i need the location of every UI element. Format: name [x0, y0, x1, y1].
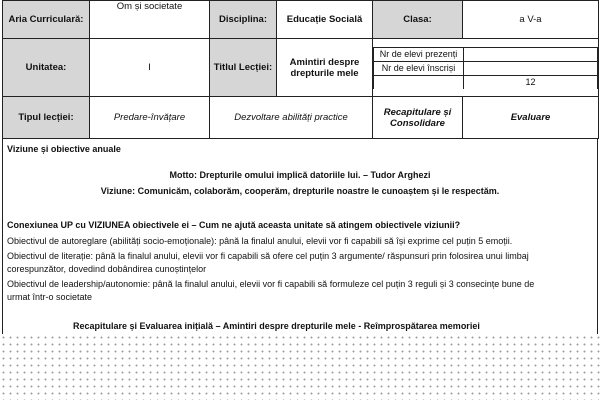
clasa-value: a V-a — [463, 1, 599, 39]
elevi-cell — [373, 39, 599, 97]
elevi-prezenti-label: Nr de elevi prezenți — [374, 47, 464, 61]
elevi-prezenti-value — [464, 47, 598, 61]
elevi-inscrisi-value: 12 — [464, 75, 598, 89]
elevi-inscrisi-blank — [464, 61, 598, 75]
recapitulare-title: Recapitulare și Evaluarea inițială – Amintiri despre drepturile mele - Reîmprospătarea memoriei — [73, 321, 480, 331]
objective-autoreglare: Obiectivul de autoreglare (abilități socio-emoționale): până la finalul anului, elevii vor fi capabili să își exprime cel puțin 5 emoții. — [7, 236, 513, 246]
clasa-label: Clasa: — [373, 1, 463, 39]
aria-curriculara-label: Aria Curriculară: — [3, 1, 90, 39]
tip-dezvoltare-abilitati: Dezvoltare abilități practice — [210, 97, 373, 139]
unitatea-value: I — [90, 39, 210, 97]
viziune-heading: Viziune și obiective anuale — [7, 144, 121, 154]
tip-evaluare: Evaluare — [463, 97, 599, 139]
elevi-blank-left — [374, 75, 464, 89]
header-table — [2, 0, 599, 139]
elevi-table — [373, 47, 598, 89]
vision-section — [2, 138, 598, 339]
viziune-line: Viziune: Comunicăm, colaborăm, cooperăm, drepturile noastre le cunoaștem și le respectăm. — [100, 186, 500, 196]
unitatea-label: Unitatea: — [3, 39, 90, 97]
tip-recapitulare: Recapitulare și Consolidare — [373, 97, 463, 139]
tipul-lectiei-label: Tipul lecției: — [3, 97, 90, 139]
conexiunea-heading: Conexiunea UP cu VIZIUNEA obiectivele ei – Cum ne ajută aceasta unitate să atingem obiectivele viziunii? — [7, 220, 461, 230]
tip-predare-invatare: Predare-învățare — [90, 97, 210, 139]
titlul-lectiei-label: Titlul Lecției: — [210, 39, 277, 97]
titlul-lectiei-value: Amintiri despre drepturile mele — [277, 39, 373, 97]
objective-leadership-1: Obiectivul de leadership/autonomie: până la finalul anului, elevii vor fi capabili să formuleze cel puțin 3 reguli și 3 consecințe bune de — [7, 279, 535, 289]
disciplina-value: Educație Socială — [277, 1, 373, 39]
objective-literatie-2: corespunzător, dovedind dobândirea cunoștințelor — [7, 264, 207, 274]
objective-leadership-2: urmat într-o societate — [7, 292, 93, 302]
objective-literatie-1: Obiectivul de literație: până la finalul anului, elevii vor fi capabili să ofere cel puțin 3 argumente/ răspunsuri prin folosirea unui limbaj — [7, 251, 529, 261]
elevi-inscrisi-label: Nr de elevi înscriși — [374, 61, 464, 75]
motto-line: Motto: Drepturile omului implică datoriile lui. – Tudor Arghezi — [169, 170, 431, 180]
disciplina-label: Disciplina: — [210, 1, 277, 39]
aria-curriculara-value: Om și societate — [90, 1, 210, 39]
fade-overlay — [0, 334, 600, 400]
